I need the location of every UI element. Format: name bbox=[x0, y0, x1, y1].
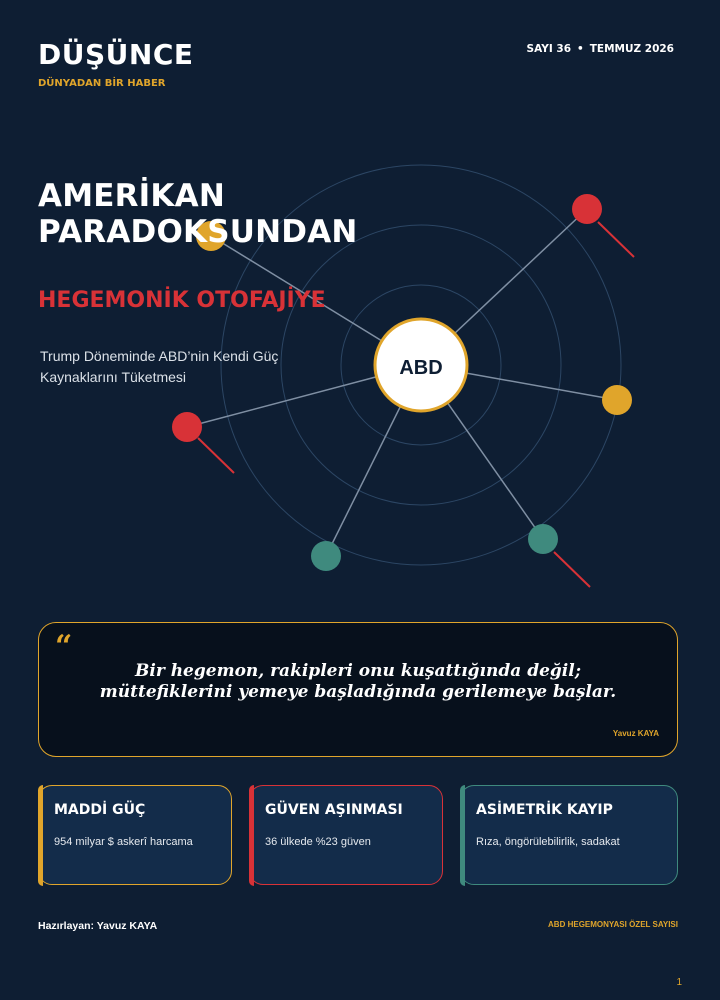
issue-info bbox=[527, 43, 674, 55]
main-title-line-1: AMERİKAN bbox=[38, 178, 225, 214]
page-number: 1 bbox=[676, 977, 682, 988]
node-red-top bbox=[572, 194, 602, 224]
main-title-line-2: PARADOKSUNDAN bbox=[38, 214, 358, 250]
issue-number: SAYI 36 bbox=[526, 43, 572, 55]
card-maddi-guc bbox=[38, 785, 232, 885]
special-issue-label: ABD HEGEMONYASI ÖZEL SAYISI bbox=[548, 920, 678, 929]
center-node-label: ABD bbox=[399, 357, 443, 379]
tail-red-top bbox=[598, 222, 634, 257]
card-accent-bar bbox=[460, 785, 465, 886]
quote-mark-icon: “ bbox=[55, 629, 73, 664]
main-title bbox=[38, 178, 358, 250]
node-teal-right bbox=[528, 524, 558, 554]
quote-box bbox=[38, 622, 678, 757]
card-text: 36 ülkede %23 güven bbox=[265, 836, 371, 848]
card-text: Rıza, öngörülebilirlik, sadakat bbox=[476, 836, 620, 848]
brand-logo: DÜŞÜNCE bbox=[38, 38, 194, 71]
issue-date: TEMMUZ 2026 bbox=[589, 43, 674, 55]
card-asimetrik-kayip bbox=[460, 785, 678, 885]
tail-teal-right bbox=[554, 552, 590, 587]
card-title: ASİMETRİK KAYIP bbox=[476, 802, 613, 818]
node-gold-right bbox=[602, 385, 632, 415]
main-subtitle: HEGEMONİK OTOFAJİYE bbox=[38, 288, 326, 313]
quote-author: Yavuz KAYA bbox=[612, 729, 659, 738]
card-accent-bar bbox=[249, 785, 254, 886]
card-text: 954 milyar $ askerî harcama bbox=[54, 836, 193, 848]
tail-red-left bbox=[198, 438, 234, 473]
card-guven-asinmasi bbox=[249, 785, 443, 885]
card-accent-bar bbox=[38, 785, 43, 886]
main-description: Trump Döneminde ABD’nin Kendi Güç Kaynaklarını Tüketmesi bbox=[40, 348, 279, 385]
brand-tagline: DÜNYADAN BİR HABER bbox=[38, 78, 166, 89]
quote-text: Bir hegemon, rakipleri onu kuşattığında değil; müttefiklerini yemeye başladığında gerilemeye başlar. bbox=[99, 661, 617, 702]
card-title: MADDİ GÜÇ bbox=[54, 802, 146, 818]
prepared-by: Hazırlayan: Yavuz KAYA bbox=[38, 920, 158, 932]
issue-separator: • bbox=[577, 43, 584, 55]
node-red-left bbox=[172, 412, 202, 442]
node-teal-bottom bbox=[311, 541, 341, 571]
card-title: GÜVEN AŞINMASI bbox=[265, 802, 403, 818]
